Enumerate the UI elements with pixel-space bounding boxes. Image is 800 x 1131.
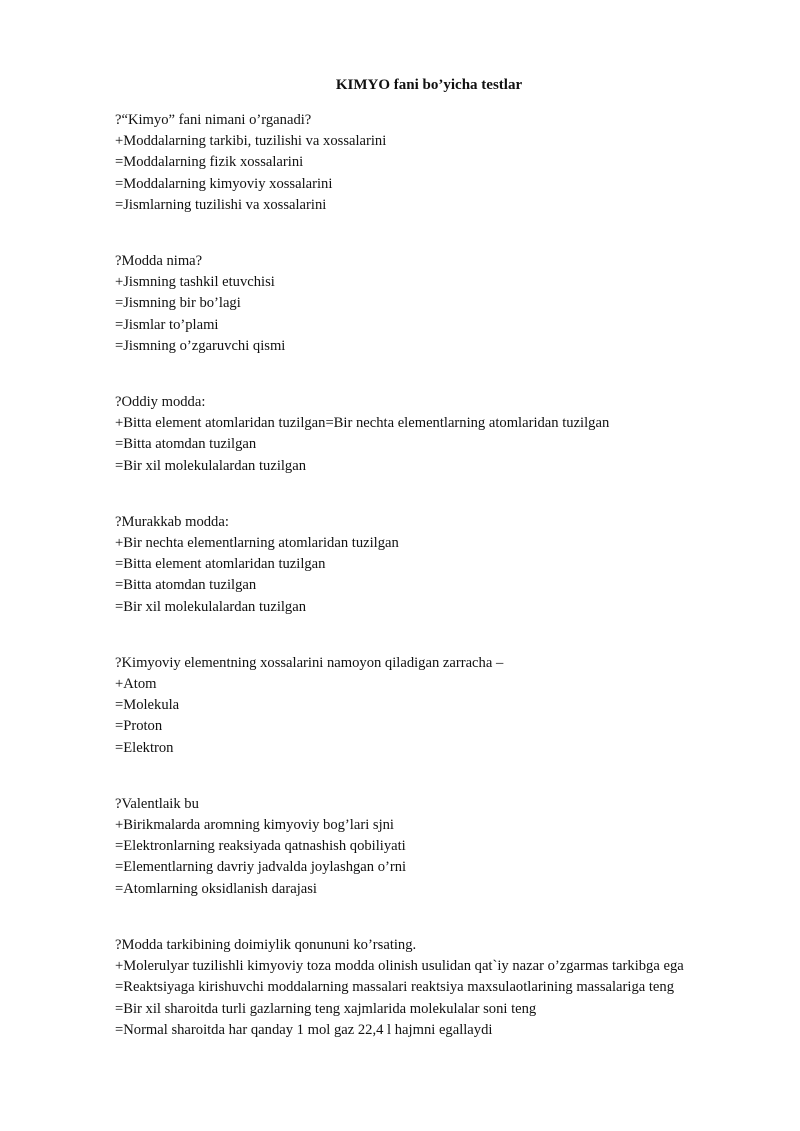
question-list — [115, 110, 795, 1076]
answer-option: =Jismning o’zgaruvchi qismi — [115, 337, 286, 354]
correct-answer: +Birikmalarda aromning kimyoviy bog’lari sjni — [115, 817, 394, 834]
question-text: ?Modda tarkibining doimiylik qonununi ko’rsating. — [115, 936, 417, 953]
answer-option: =Moddalarning fizik xossalarini — [115, 154, 304, 171]
question-block-3 — [115, 392, 795, 477]
question-block-6 — [115, 794, 795, 900]
answer-option: =Bitta atomdan tuzilgan — [115, 577, 257, 594]
question-block-7 — [115, 935, 795, 1041]
answer-option: =Bir xil sharoitda turli gazlarning teng xajmlarida molekulalar soni teng — [115, 1000, 537, 1017]
question-text: ?Modda nima? — [115, 253, 203, 270]
question-block-4 — [115, 512, 795, 618]
answer-option: =Reaktsiyaga kirishuvchi moddalarning massalari reaktsiya maxsulaotlarining massalariga teng — [115, 979, 674, 996]
correct-answer: +Bir nechta elementlarning atomlaridan tuzilgan — [115, 535, 399, 552]
answer-option: =Molekula — [115, 697, 180, 714]
answer-option: =Normal sharoitda har qanday 1 mol gaz 22,4 l hajmni egallaydi — [115, 1021, 493, 1038]
correct-answer: +Atom — [115, 676, 157, 693]
answer-option: =Elektronlarning reaksiyada qatnashish qobiliyati — [115, 838, 406, 855]
question-block-2 — [115, 251, 795, 357]
question-text: ?“Kimyo” fani nimani o’rganadi? — [115, 112, 312, 128]
answer-option: =Bir xil molekulalardan tuzilgan — [115, 598, 307, 615]
answer-option: =Elektron — [115, 739, 174, 756]
answer-option: =Bitta element atomlaridan tuzilgan — [115, 556, 326, 573]
answer-option: =Moddalarning kimyoviy xossalarini — [115, 175, 333, 192]
answer-option: =Bitta atomdan tuzilgan — [115, 436, 257, 453]
correct-answer: +Moddalarning tarkibi, tuzilishi va xossalarini — [115, 133, 387, 150]
answer-option: =Jismlarning tuzilishi va xossalarini — [115, 196, 327, 213]
question-text: ?Murakkab modda: — [115, 513, 229, 530]
question-text: ?Valentlaik bu — [115, 795, 199, 812]
question-text: ?Oddiy modda: — [115, 394, 206, 411]
correct-answer: +Bitta element atomlaridan tuzilgan=Bir nechta elementlarning atomlaridan tuzilgan — [115, 415, 610, 432]
answer-option: =Jismlar to’plami — [115, 316, 219, 333]
question-block-5 — [115, 653, 795, 759]
document-title: KIMYO fani bo’yicha testlar — [335, 77, 523, 93]
correct-answer: +Molerulyar tuzilishli kimyoviy toza modda olinish usulidan qat`iy nazar o’zgarmas tarkibga ega — [115, 958, 684, 975]
question-text: ?Kimyoviy elementning xossalarini namoyon qiladigan zarracha – — [115, 654, 504, 671]
answer-option: =Atomlarning oksidlanish darajasi — [115, 880, 317, 897]
answer-option: =Proton — [115, 718, 163, 735]
answer-option: =Jismning bir bo’lagi — [115, 295, 241, 312]
correct-answer: +Jismning tashkil etuvchisi — [115, 274, 275, 291]
answer-option: =Bir xil molekulalardan tuzilgan — [115, 457, 307, 474]
answer-option: =Elementlarning davriy jadvalda joylashgan o’rni — [115, 859, 407, 876]
question-block-1 — [115, 110, 795, 216]
